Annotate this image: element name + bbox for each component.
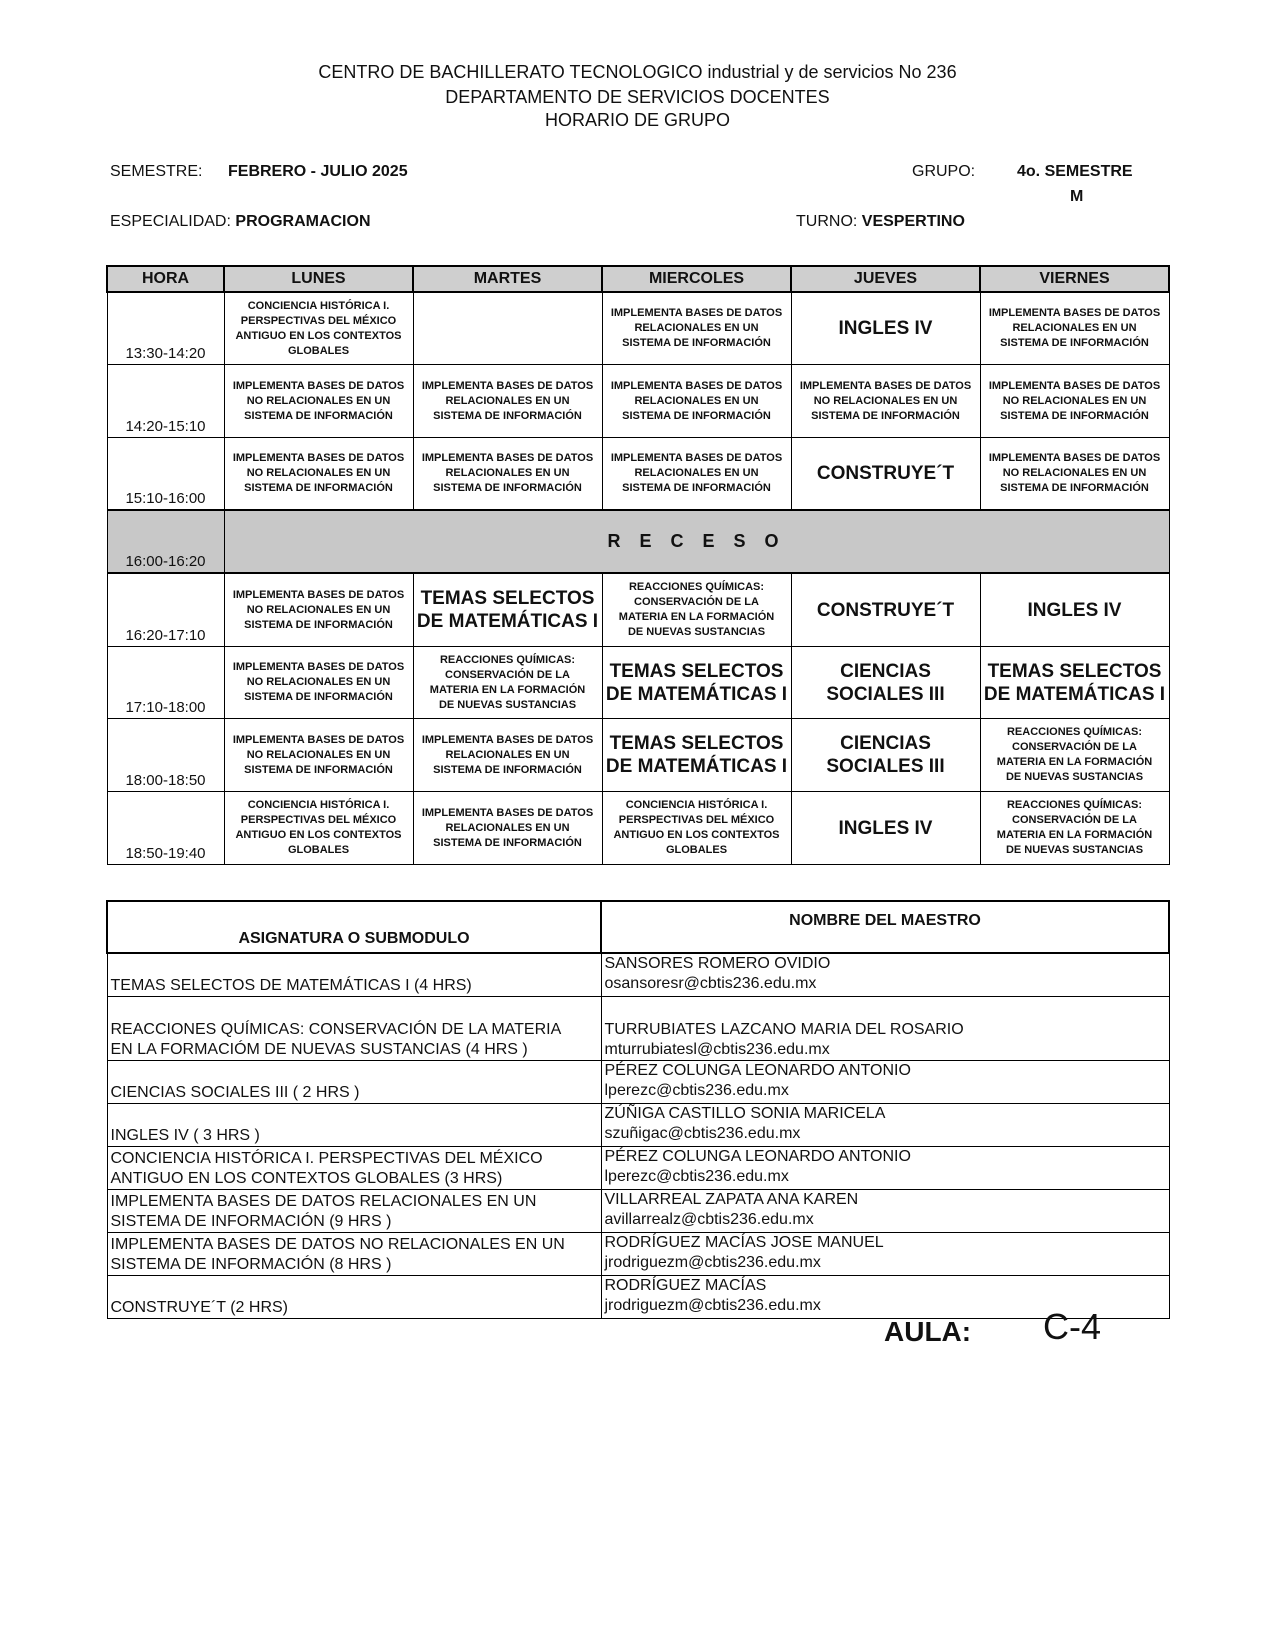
teacher-column-header: NOMBRE DEL MAESTRO	[601, 901, 1169, 953]
teacher-name: RODRÍGUEZ MACÍAS	[604, 1276, 767, 1294]
teacher-email: lperezc@cbtis236.edu.mx	[604, 1167, 789, 1185]
class-text: CONSTRUYE´T	[816, 463, 955, 485]
class-text: RELACIONALES EN UN	[634, 467, 759, 480]
class-text: MATERIA EN LA FORMACIÓN	[618, 611, 775, 624]
class-cell	[413, 719, 602, 792]
teacher-email: jrodriguezm@cbtis236.edu.mx	[604, 1253, 821, 1271]
class-text: RELACIONALES EN UN	[445, 748, 570, 761]
class-text: RELACIONALES EN UN	[445, 394, 570, 407]
subject-line: SISTEMA DE INFORMACIÓN (9 HRS )	[110, 1212, 392, 1230]
teacher-email: avillarrealz@cbtis236.edu.mx	[604, 1210, 814, 1228]
subject-line: ANTIGUO EN LOS CONTEXTOS GLOBALES (3 HRS)	[110, 1169, 503, 1187]
subject-line: IMPLEMENTA BASES DE DATOS NO RELACIONALES EN UN	[110, 1235, 565, 1253]
class-text: SOCIALES III	[826, 683, 945, 705]
day-header: JUEVES	[791, 266, 980, 292]
class-text: PERSPECTIVAS DEL MÉXICO	[618, 814, 775, 827]
time-slot: 16:20-17:10	[107, 573, 224, 646]
class-text: IMPLEMENTA BASES DE DATOS	[988, 307, 1161, 320]
schedule-row	[107, 792, 1169, 865]
class-cell	[602, 292, 791, 365]
subject-name	[107, 1103, 601, 1146]
class-text: DE NUEVAS SUSTANCIAS	[1005, 844, 1144, 857]
class-text: SISTEMA DE INFORMACIÓN	[433, 763, 582, 776]
teacher-name: ZÚÑIGA CASTILLO SONIA MARICELA	[604, 1104, 886, 1122]
class-text: DE MATEMÁTICAS I	[983, 683, 1166, 705]
subject-line: SISTEMA DE INFORMACIÓN (8 HRS )	[110, 1255, 392, 1273]
class-text: SOCIALES III	[826, 756, 945, 778]
class-cell	[602, 573, 791, 646]
schedule-row	[107, 646, 1169, 719]
class-text: IMPLEMENTA BASES DE DATOS	[421, 379, 594, 392]
class-text: CONSERVACIÓN DE LA	[1012, 741, 1137, 754]
time-slot: 18:50-19:40	[107, 792, 224, 865]
class-cell	[224, 646, 413, 719]
class-text: SISTEMA DE INFORMACIÓN	[244, 763, 393, 776]
class-text: RELACIONALES EN UN	[1012, 322, 1137, 335]
class-text: SISTEMA DE INFORMACIÓN	[244, 409, 393, 422]
semestre-label: SEMESTRE:	[110, 163, 203, 180]
class-text: NO RELACIONALES EN UN	[246, 394, 391, 407]
class-text: CIENCIAS	[840, 733, 931, 755]
teacher-name: SANSORES ROMERO OVIDIO	[604, 955, 831, 972]
class-cell	[413, 792, 602, 865]
class-cell	[224, 292, 413, 365]
class-text: SISTEMA DE INFORMACIÓN	[622, 409, 771, 422]
class-text: SISTEMA DE INFORMACIÓN	[1000, 337, 1149, 350]
class-text: CONSERVACIÓN DE LA	[1012, 814, 1137, 827]
time-slot: 15:10-16:00	[107, 437, 224, 510]
day-header: MARTES	[413, 266, 602, 292]
schedule-row	[107, 365, 1169, 438]
document-title: HORARIO DE GRUPO	[544, 110, 731, 130]
day-header: MIERCOLES	[602, 266, 791, 292]
class-text: NO RELACIONALES EN UN	[246, 467, 391, 480]
subject-name	[107, 1146, 601, 1189]
class-text: REACCIONES QUÍMICAS:	[1006, 726, 1143, 739]
subject-line: TEMAS SELECTOS DE MATEMÁTICAS I (4 HRS)	[110, 976, 472, 994]
teacher-name: RODRÍGUEZ MACÍAS JOSE MANUEL	[604, 1233, 884, 1251]
class-text: IMPLEMENTA BASES DE DATOS	[421, 733, 594, 746]
class-text: IMPLEMENTA BASES DE DATOS	[421, 452, 594, 465]
teacher-name: TURRUBIATES LAZCANO MARIA DEL ROSARIO	[604, 1020, 964, 1038]
class-cell	[224, 365, 413, 438]
class-text: TEMAS SELECTOS	[609, 660, 784, 682]
class-text: RELACIONALES EN UN	[445, 467, 570, 480]
class-text: IMPLEMENTA BASES DE DATOS	[421, 806, 594, 819]
subject-line: CONSTRUYE´T (2 HRS)	[110, 1298, 288, 1316]
class-text: SISTEMA DE INFORMACIÓN	[811, 409, 960, 422]
subject-name	[107, 953, 601, 996]
class-text: CONCIENCIA HISTÓRICA I.	[625, 799, 768, 812]
grupo-value: 4o. SEMESTRE	[1017, 163, 1133, 180]
teacher-name: PÉREZ COLUNGA LEONARDO ANTONIO	[604, 1061, 911, 1079]
teacher-email: osansoresr@cbtis236.edu.mx	[604, 975, 817, 992]
class-text: NO RELACIONALES EN UN	[1002, 467, 1147, 480]
especialidad: ESPECIALIDAD: PROGRAMACION	[110, 213, 371, 230]
class-text: DE MATEMÁTICAS I	[605, 756, 788, 778]
class-text: NO RELACIONALES EN UN	[813, 394, 958, 407]
class-text: DE NUEVAS SUSTANCIAS	[1005, 771, 1144, 784]
class-cell	[602, 365, 791, 438]
subject-name	[107, 996, 601, 1060]
class-text: DE NUEVAS SUSTANCIAS	[627, 626, 766, 639]
day-header: HORA	[107, 266, 224, 292]
subject-line: CIENCIAS SOCIALES III ( 2 HRS )	[110, 1083, 360, 1101]
teacher-cell	[601, 996, 1169, 1060]
class-text: GLOBALES	[287, 844, 350, 857]
time-slot: 14:20-15:10	[107, 365, 224, 438]
class-text: CONCIENCIA HISTÓRICA I.	[247, 299, 390, 312]
subject-name	[107, 1189, 601, 1232]
class-text: SISTEMA DE INFORMACIÓN	[433, 482, 582, 495]
teacher-cell	[601, 1189, 1169, 1232]
class-text: IMPLEMENTA BASES DE DATOS	[988, 379, 1161, 392]
class-text: ANTIGUO EN LOS CONTEXTOS	[235, 829, 402, 842]
class-text: RELACIONALES EN UN	[634, 394, 759, 407]
time-slot: 16:00-16:20	[107, 510, 224, 573]
time-slot: 17:10-18:00	[107, 646, 224, 719]
class-text: IMPLEMENTA BASES DE DATOS	[610, 307, 783, 320]
class-text: PERSPECTIVAS DEL MÉXICO	[240, 814, 397, 827]
teacher-cell	[601, 953, 1169, 996]
teacher-email: lperezc@cbtis236.edu.mx	[604, 1081, 789, 1099]
department-name: DEPARTAMENTO DE SERVICIOS DOCENTES	[445, 87, 830, 107]
class-cell	[224, 792, 413, 865]
class-cell	[413, 292, 602, 365]
class-cell	[413, 437, 602, 510]
day-header: LUNES	[224, 266, 413, 292]
grupo-letter: M	[1070, 188, 1084, 205]
class-text: ANTIGUO EN LOS CONTEXTOS	[613, 829, 780, 842]
aula-label: AULA:	[884, 1316, 972, 1347]
subject-row	[107, 996, 1169, 1060]
class-cell	[224, 573, 413, 646]
class-text: DE MATEMÁTICAS I	[605, 683, 788, 705]
subject-column-header: ASIGNATURA O SUBMODULO	[107, 901, 601, 953]
schedule-row	[107, 719, 1169, 792]
subject-row	[107, 1103, 1169, 1146]
class-text: IMPLEMENTA BASES DE DATOS	[232, 661, 405, 674]
subject-name	[107, 1275, 601, 1318]
teacher-cell	[601, 1146, 1169, 1189]
class-cell	[413, 365, 602, 438]
class-text: SISTEMA DE INFORMACIÓN	[622, 482, 771, 495]
class-cell	[791, 573, 980, 646]
class-text: NO RELACIONALES EN UN	[246, 676, 391, 689]
class-text: IMPLEMENTA BASES DE DATOS	[232, 588, 405, 601]
semestre-value: FEBRERO - JULIO 2025	[228, 163, 408, 180]
class-cell	[980, 792, 1169, 865]
class-text: SISTEMA DE INFORMACIÓN	[433, 836, 582, 849]
class-text: ANTIGUO EN LOS CONTEXTOS	[235, 329, 402, 342]
class-text: MATERIA EN LA FORMACIÓN	[996, 829, 1153, 842]
class-text: IMPLEMENTA BASES DE DATOS	[610, 379, 783, 392]
receso-row	[107, 510, 1169, 573]
class-text: REACCIONES QUÍMICAS:	[628, 581, 765, 594]
class-text: REACCIONES QUÍMICAS:	[439, 653, 576, 666]
class-cell	[791, 719, 980, 792]
class-text: TEMAS SELECTOS	[420, 588, 595, 610]
school-name: CENTRO DE BACHILLERATO TECNOLOGICO industrial y de servicios No 236	[318, 62, 957, 82]
grupo-label: GRUPO:	[912, 163, 976, 180]
class-cell	[602, 792, 791, 865]
class-text: MATERIA EN LA FORMACIÓN	[429, 683, 586, 696]
class-text: MATERIA EN LA FORMACIÓN	[996, 756, 1153, 769]
class-text: INGLES IV	[1027, 599, 1122, 621]
class-text: INGLES IV	[838, 817, 933, 839]
teacher-cell	[601, 1060, 1169, 1103]
subject-row	[107, 1146, 1169, 1189]
class-text: SISTEMA DE INFORMACIÓN	[244, 691, 393, 704]
class-text: SISTEMA DE INFORMACIÓN	[244, 482, 393, 495]
class-text: INGLES IV	[838, 318, 933, 340]
class-cell	[980, 719, 1169, 792]
class-cell	[413, 573, 602, 646]
teacher-cell	[601, 1103, 1169, 1146]
subjects-table	[106, 900, 1170, 1319]
class-text: DE MATEMÁTICAS I	[416, 611, 599, 633]
subject-row	[107, 1189, 1169, 1232]
class-text: RELACIONALES EN UN	[445, 821, 570, 834]
class-cell	[224, 719, 413, 792]
class-text: REACCIONES QUÍMICAS:	[1006, 799, 1143, 812]
subject-name	[107, 1060, 601, 1103]
class-text: SISTEMA DE INFORMACIÓN	[1000, 409, 1149, 422]
class-text: NO RELACIONALES EN UN	[246, 603, 391, 616]
turno: TURNO: VESPERTINO	[796, 213, 965, 230]
class-text: TEMAS SELECTOS	[609, 733, 784, 755]
class-cell	[980, 292, 1169, 365]
class-cell	[602, 719, 791, 792]
class-text: GLOBALES	[665, 844, 728, 857]
class-cell	[791, 646, 980, 719]
class-cell	[791, 292, 980, 365]
subject-name	[107, 1232, 601, 1275]
class-cell	[413, 646, 602, 719]
teacher-name: VILLARREAL ZAPATA ANA KAREN	[604, 1190, 859, 1208]
class-text: SISTEMA DE INFORMACIÓN	[1000, 482, 1149, 495]
schedule-row	[107, 292, 1169, 365]
class-text: IMPLEMENTA BASES DE DATOS	[610, 452, 783, 465]
schedule-table	[106, 265, 1170, 865]
class-text: NO RELACIONALES EN UN	[246, 748, 391, 761]
class-text: SISTEMA DE INFORMACIÓN	[622, 337, 771, 350]
teacher-email: szuñigac@cbtis236.edu.mx	[604, 1124, 801, 1142]
subject-row	[107, 953, 1169, 996]
schedule-row	[107, 437, 1169, 510]
class-cell	[791, 792, 980, 865]
class-text: NO RELACIONALES EN UN	[1002, 394, 1147, 407]
class-cell	[980, 646, 1169, 719]
class-cell	[791, 437, 980, 510]
class-text: CIENCIAS	[840, 660, 931, 682]
class-cell	[224, 437, 413, 510]
receso-label: R E C E S O	[224, 510, 1169, 573]
class-text: TEMAS SELECTOS	[987, 660, 1162, 682]
class-text: SISTEMA DE INFORMACIÓN	[433, 409, 582, 422]
aula-value: C-4	[1043, 1306, 1102, 1347]
class-cell	[791, 365, 980, 438]
class-text: IMPLEMENTA BASES DE DATOS	[232, 733, 405, 746]
class-cell	[602, 437, 791, 510]
class-cell	[602, 646, 791, 719]
class-text: SISTEMA DE INFORMACIÓN	[244, 618, 393, 631]
class-text: IMPLEMENTA BASES DE DATOS	[232, 379, 405, 392]
subject-line: INGLES IV ( 3 HRS )	[110, 1126, 260, 1144]
subject-row	[107, 1232, 1169, 1275]
time-slot: 13:30-14:20	[107, 292, 224, 365]
class-text: IMPLEMENTA BASES DE DATOS	[232, 452, 405, 465]
class-text: RELACIONALES EN UN	[634, 322, 759, 335]
class-cell	[980, 573, 1169, 646]
teacher-cell	[601, 1232, 1169, 1275]
schedule-row	[107, 573, 1169, 646]
class-text: CONSERVACIÓN DE LA	[445, 668, 570, 681]
class-cell	[980, 437, 1169, 510]
subject-line: IMPLEMENTA BASES DE DATOS RELACIONALES EN UN	[110, 1192, 537, 1210]
teacher-email: jrodriguezm@cbtis236.edu.mx	[604, 1296, 821, 1314]
class-text: DE NUEVAS SUSTANCIAS	[438, 698, 577, 711]
subject-row	[107, 1275, 1169, 1318]
class-text: CONSERVACIÓN DE LA	[634, 596, 759, 609]
class-cell	[980, 365, 1169, 438]
day-header: VIERNES	[980, 266, 1169, 292]
class-text: CONSTRUYE´T	[816, 599, 955, 621]
teacher-name: PÉREZ COLUNGA LEONARDO ANTONIO	[604, 1147, 911, 1165]
class-text: IMPLEMENTA BASES DE DATOS	[988, 452, 1161, 465]
subject-line: REACCIONES QUÍMICAS: CONSERVACIÓN DE LA MATERIA	[110, 1020, 562, 1038]
class-text: PERSPECTIVAS DEL MÉXICO	[240, 314, 397, 327]
teacher-email: mturrubiatesl@cbtis236.edu.mx	[604, 1040, 830, 1058]
subject-row	[107, 1060, 1169, 1103]
class-text: GLOBALES	[287, 344, 350, 357]
subject-line: CONCIENCIA HISTÓRICA I. PERSPECTIVAS DEL MÉXICO	[110, 1149, 543, 1167]
class-text: CONCIENCIA HISTÓRICA I.	[247, 799, 390, 812]
time-slot: 18:00-18:50	[107, 719, 224, 792]
subject-line: EN LA FORMACIÓM DE NUEVAS SUSTANCIAS (4 HRS )	[110, 1040, 528, 1058]
class-text: IMPLEMENTA BASES DE DATOS	[799, 379, 972, 392]
